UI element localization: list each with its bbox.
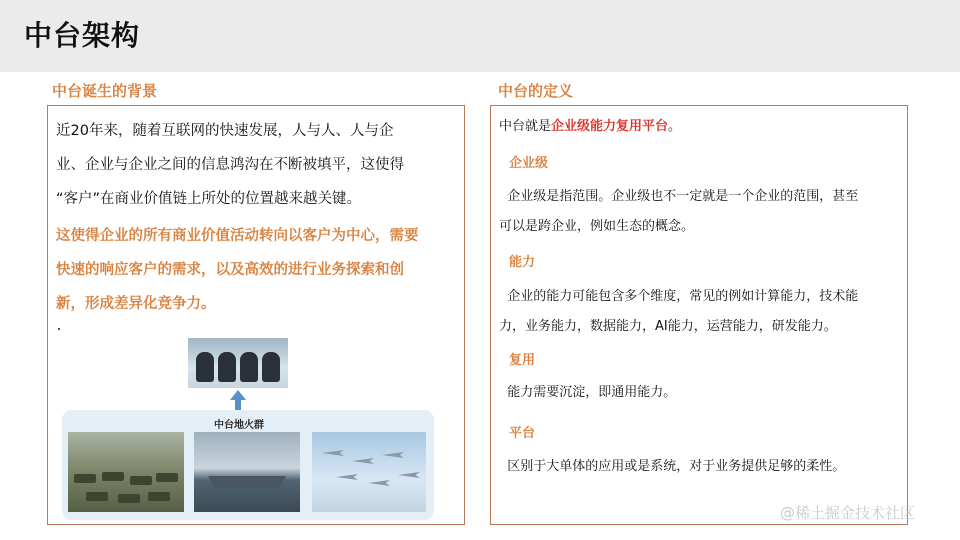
aircraft-carrier-image [194, 432, 300, 512]
subheading-enterprise: 企业级 [509, 156, 549, 171]
intro-text [56, 114, 456, 216]
emphasis-line: 这使得企业的所有商业价值活动转向以客户为中心，需要 [56, 228, 419, 244]
paragraph-line: 企业的能力可能包含多个维度，常见的例如计算能力，技术能 [499, 289, 859, 304]
enterprise-text [499, 182, 899, 242]
definition-panel [490, 105, 908, 525]
subheading-platform: 平台 [509, 426, 536, 441]
page-title: 中台架构 [24, 19, 141, 52]
intro-line: “客户”在商业价值链上所处的位置越来越关键。 [56, 191, 362, 207]
background-panel [47, 105, 465, 525]
watermark: @稀土掘金技术社区 [780, 504, 916, 522]
emphasis-line: 新，形成差异化竞争力。 [56, 296, 216, 312]
paragraph-line: 能力需要沉淀，即通用能力。 [499, 385, 677, 400]
tanks-image [68, 432, 184, 512]
paragraph-line: 区别于大单体的应用或是系统，对于业务提供足够的柔性。 [499, 459, 846, 474]
paragraph-line: 可以是跨企业，例如生态的概念。 [499, 219, 695, 234]
platform-text [499, 452, 899, 482]
subheading-capability: 能力 [509, 255, 536, 270]
soldier-figure [262, 352, 280, 382]
intro-line: 近20年来，随着互联网的快速发展，人与人、人与企 [56, 123, 394, 139]
firepower-group-label: 中台地火群 [214, 420, 264, 431]
reuse-text [499, 378, 899, 408]
fighter-jets-image [312, 432, 426, 512]
capability-text [499, 282, 899, 342]
title-bar [0, 0, 960, 72]
bullet-dot [58, 328, 60, 330]
left-section-heading: 中台诞生的背景 [52, 82, 158, 100]
subheading-reuse: 复用 [509, 353, 536, 368]
special-forces-image [188, 338, 288, 388]
paragraph-line: 力，业务能力，数据能力，AI能力，运营能力，研发能力。 [499, 319, 837, 334]
paragraph-line: 企业级是指范围。企业级也不一定就是一个企业的范围，甚至 [499, 189, 859, 204]
soldier-figure [240, 352, 258, 382]
right-section-heading: 中台的定义 [498, 82, 574, 100]
definition-prefix: 中台就是 [499, 119, 552, 134]
soldier-figure [218, 352, 236, 382]
emphasis-line: 快速的响应客户的需求，以及高效的进行业务探索和创 [56, 262, 404, 278]
intro-line: 业、企业与企业之间的信息鸿沟在不断被填平，这使得 [56, 157, 404, 173]
firepower-group-box [62, 410, 434, 520]
middle-platform-illustration [62, 338, 434, 520]
definition-suffix: 。 [668, 119, 682, 134]
definition-highlight: 企业级能力复用平台 [551, 119, 669, 134]
soldier-figure [196, 352, 214, 382]
emphasis-text [56, 219, 461, 321]
definition-line [499, 112, 899, 142]
